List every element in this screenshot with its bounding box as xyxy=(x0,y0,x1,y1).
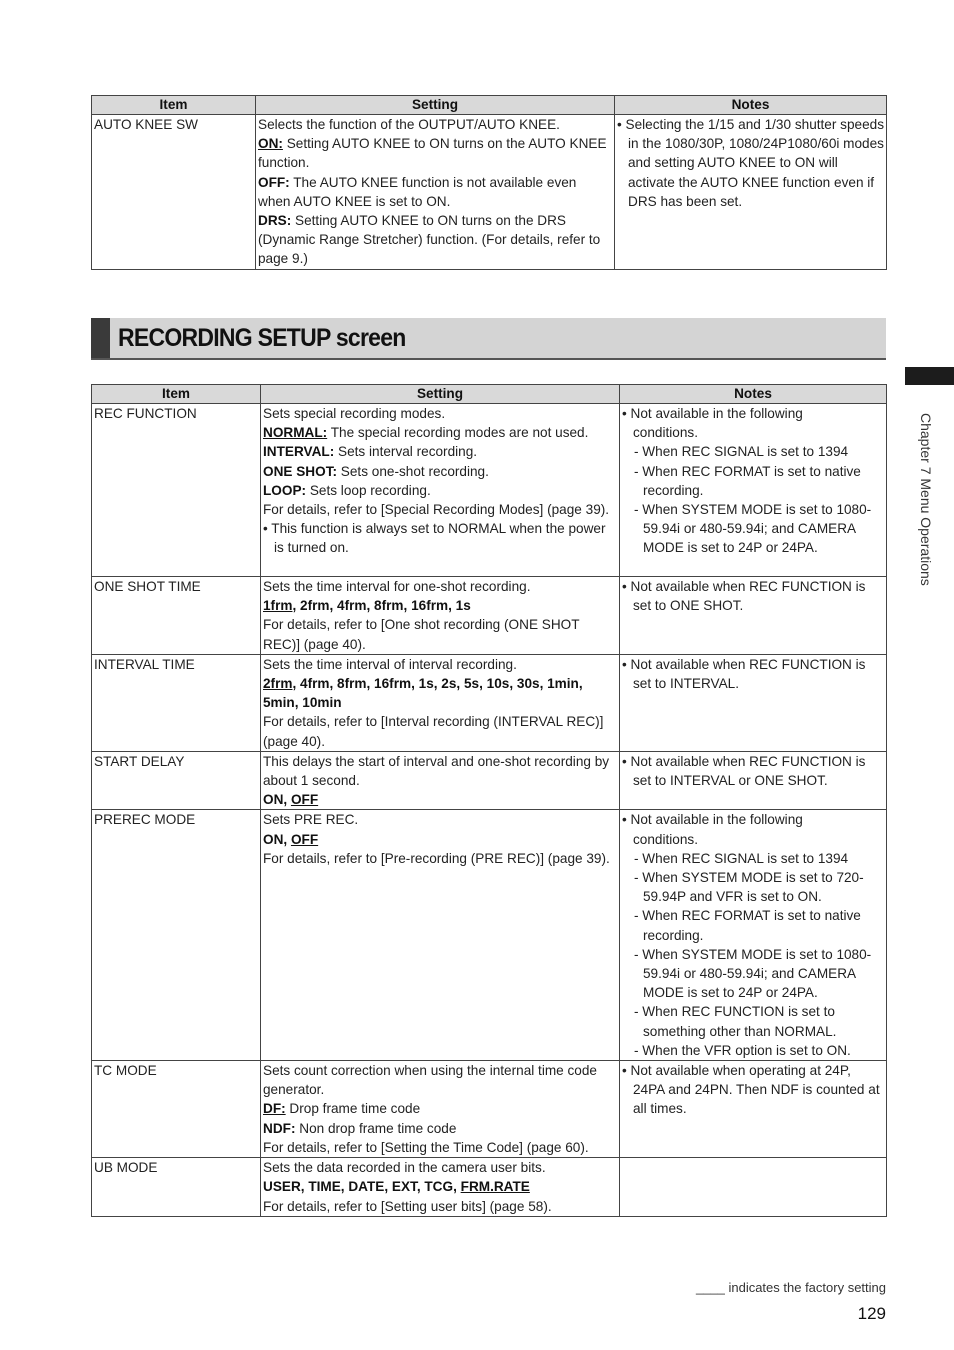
notes-cell xyxy=(620,577,887,655)
setting-interval xyxy=(263,442,617,461)
default-option: OFF xyxy=(290,792,319,808)
header-setting: Setting xyxy=(261,385,620,404)
note-sub: - When REC FORMAT is set to native recording. xyxy=(634,463,861,498)
setting-intro: Sets special recording modes. xyxy=(263,406,446,421)
default-option: OFF xyxy=(290,831,319,847)
setting-cell xyxy=(256,115,615,270)
setting-cell xyxy=(261,577,620,655)
option-label: LOOP: xyxy=(263,482,307,498)
setting-df xyxy=(263,1099,617,1118)
note-sub: - When REC FUNCTION is set to something other than NORMAL. xyxy=(634,1004,837,1039)
option-text: Sets interval recording. xyxy=(334,444,478,460)
note-sub: - When SYSTEM MODE is set to 720-59.94P and VFR is set to ON. xyxy=(634,870,864,905)
page-number: 129 xyxy=(857,1304,886,1323)
setting-details: For details, refer to [Interval recording (INTERVAL REC)] (page 40). xyxy=(263,714,604,749)
other-options: ON, xyxy=(263,831,291,847)
setting-intro: Sets PRE REC. xyxy=(263,812,359,828)
note-cont: conditions. xyxy=(633,831,698,847)
note-bullet: • Selecting the 1/15 and 1/30 shutter speeds in the 1080/30P, 1080/24P1080/60i modes and setting AUTO KNEE to ON will activate the AUTO KNEE function even if DRS has been set. xyxy=(617,117,885,209)
header-item: Item xyxy=(92,96,256,115)
note-sub: - When SYSTEM MODE is set to 1080-59.94i or 480-59.94i; and CAMERA MODE is set to 24P or 24PA. xyxy=(634,502,872,556)
setting-off xyxy=(258,173,612,211)
table-row-one-shot-time xyxy=(92,577,887,655)
notes-cell xyxy=(620,404,887,577)
note-bullet: • Not available when REC FUNCTION is set to INTERVAL. xyxy=(622,656,866,692)
setting-cell xyxy=(261,751,620,810)
setting-options xyxy=(263,674,617,712)
note-bullet: • Not available when REC FUNCTION is set to ONE SHOT. xyxy=(622,579,866,614)
other-options: USER, TIME, DATE, EXT, TCG, xyxy=(263,1179,461,1195)
note-bullet: • Not available when operating at 24P, 24PA and 24PN. Then NDF is counted at all times. xyxy=(622,1063,880,1117)
option-label: ON: xyxy=(258,136,283,152)
header-notes: Notes xyxy=(620,385,887,404)
item-cell: TC MODE xyxy=(92,1061,261,1158)
note-bullet: • Not available when REC FUNCTION is set to INTERVAL or ONE SHOT. xyxy=(622,753,866,789)
option-text: Setting AUTO KNEE to ON turns on the AUTO KNEE function. xyxy=(258,136,607,171)
setting-cell xyxy=(261,1158,620,1217)
option-text: Non drop frame time code xyxy=(295,1120,457,1136)
other-options: , 4frm, 8frm, 16frm, 1s, 2s, 5s, 10s, 30s, 1min, 5min, 10min xyxy=(263,676,583,711)
setting-cell xyxy=(261,654,620,751)
auto-knee-table xyxy=(91,95,887,270)
setting-one-shot xyxy=(263,462,617,481)
table-header xyxy=(92,96,887,115)
note-sub: - When REC SIGNAL is set to 1394 xyxy=(634,444,849,460)
setting-on xyxy=(258,134,612,172)
note-cont: conditions. xyxy=(633,425,698,441)
setting-drs xyxy=(258,211,612,269)
item-cell: PREREC MODE xyxy=(92,810,261,1061)
setting-options xyxy=(263,596,617,615)
notes-cell xyxy=(620,810,887,1061)
notes-cell xyxy=(620,654,887,751)
table-row-tc-mode xyxy=(92,1061,887,1158)
setting-normal xyxy=(263,423,617,442)
note-sub: - When the VFR option is set to ON. xyxy=(634,1042,851,1058)
setting-details: For details, refer to [One shot recording (ONE SHOT REC)] (page 40). xyxy=(263,617,580,652)
option-text: Setting AUTO KNEE to ON turns on the DRS (Dynamic Range Stretcher) function. (For details, refer to page 9.) xyxy=(258,213,601,267)
item-cell: ONE SHOT TIME xyxy=(92,577,261,655)
setting-bullet: • This function is always set to NORMAL when the power is turned on. xyxy=(263,521,606,556)
setting-details: For details, refer to [Pre-recording (PRE REC)] (page 39). xyxy=(263,850,610,866)
item-cell: START DELAY xyxy=(92,751,261,810)
heading-bar xyxy=(91,318,110,358)
section-title: RECORDING SETUP screen xyxy=(118,324,406,352)
default-option: 1frm xyxy=(263,598,293,614)
setting-intro: This delays the start of interval and one-shot recording by about 1 second. xyxy=(263,753,610,789)
header-notes: Notes xyxy=(615,96,887,115)
note-sub: - When SYSTEM MODE is set to 1080-59.94i or 480-59.94i; and CAMERA MODE is set to 24P or 24PA. xyxy=(634,946,872,1001)
item-cell: INTERVAL TIME xyxy=(92,654,261,751)
note-sub: - When REC FORMAT is set to native recording. xyxy=(634,908,861,943)
option-label: DRS: xyxy=(258,213,292,229)
note-sub: - When REC SIGNAL is set to 1394 xyxy=(634,850,849,866)
header-setting: Setting xyxy=(256,96,615,115)
table-header xyxy=(92,385,887,404)
option-label: NORMAL: xyxy=(263,425,328,441)
setting-intro: Sets the time interval of interval recording. xyxy=(263,656,517,672)
setting-cell xyxy=(261,1061,620,1158)
table-row-start-delay xyxy=(92,751,887,810)
notes-cell xyxy=(615,115,887,270)
table-row-interval-time xyxy=(92,654,887,751)
item-cell: REC FUNCTION xyxy=(92,404,261,577)
setting-options xyxy=(263,790,617,809)
item-cell: AUTO KNEE SW xyxy=(92,115,256,270)
option-label: OFF: xyxy=(258,174,290,190)
recording-setup-table xyxy=(91,384,887,1217)
option-label: INTERVAL: xyxy=(263,444,335,460)
header-item: Item xyxy=(92,385,261,404)
note-head: • Not available in the following xyxy=(622,812,803,828)
chapter-tab-marker xyxy=(905,367,954,385)
default-option: FRM.RATE xyxy=(460,1179,530,1195)
setting-cell xyxy=(261,810,620,1061)
item-cell: UB MODE xyxy=(92,1158,261,1217)
setting-loop xyxy=(263,481,617,500)
other-options: , 2frm, 4frm, 8frm, 16frm, 1s xyxy=(292,598,471,614)
setting-details: For details, refer to [Setting user bits] (page 58). xyxy=(263,1198,552,1214)
factory-setting-footnote: ____ indicates the factory setting xyxy=(695,1280,886,1295)
option-text: The AUTO KNEE function is not available even when AUTO KNEE is set to ON. xyxy=(258,174,577,209)
option-text: The special recording modes are not used. xyxy=(327,425,589,441)
notes-cell xyxy=(620,1061,887,1158)
option-text: Drop frame time code xyxy=(285,1101,421,1117)
setting-intro: Sets the time interval for one-shot recording. xyxy=(263,579,531,594)
setting-ndf xyxy=(263,1119,617,1138)
setting-intro: Selects the function of the OUTPUT/AUTO KNEE. xyxy=(258,117,560,132)
other-options: ON, xyxy=(263,792,291,808)
setting-intro: Sets count correction when using the internal time code generator. xyxy=(263,1063,597,1098)
table-row-ub-mode xyxy=(92,1158,887,1217)
setting-details: For details, refer to [Special Recording Modes] (page 39). xyxy=(263,502,610,518)
option-label: ONE SHOT: xyxy=(263,463,338,479)
setting-intro: Sets the data recorded in the camera user bits. xyxy=(263,1160,546,1176)
note-head: • Not available in the following xyxy=(622,406,803,421)
setting-options xyxy=(263,830,617,849)
option-label: NDF: xyxy=(263,1120,296,1136)
table-row xyxy=(92,115,887,270)
setting-details: For details, refer to [Setting the Time Code] (page 60). xyxy=(263,1139,589,1155)
setting-options xyxy=(263,1177,617,1196)
option-text: Sets one-shot recording. xyxy=(337,463,489,479)
setting-cell xyxy=(261,404,620,577)
notes-cell xyxy=(620,1158,887,1217)
option-label: DF: xyxy=(263,1101,286,1117)
table-row-rec-function xyxy=(92,404,887,577)
option-text: Sets loop recording. xyxy=(306,482,431,498)
default-option: 2frm xyxy=(263,676,293,692)
chapter-label: Chapter 7 Menu Operations xyxy=(918,413,934,586)
notes-cell xyxy=(620,751,887,810)
table-row-prerec-mode xyxy=(92,810,887,1061)
section-heading xyxy=(91,318,886,360)
